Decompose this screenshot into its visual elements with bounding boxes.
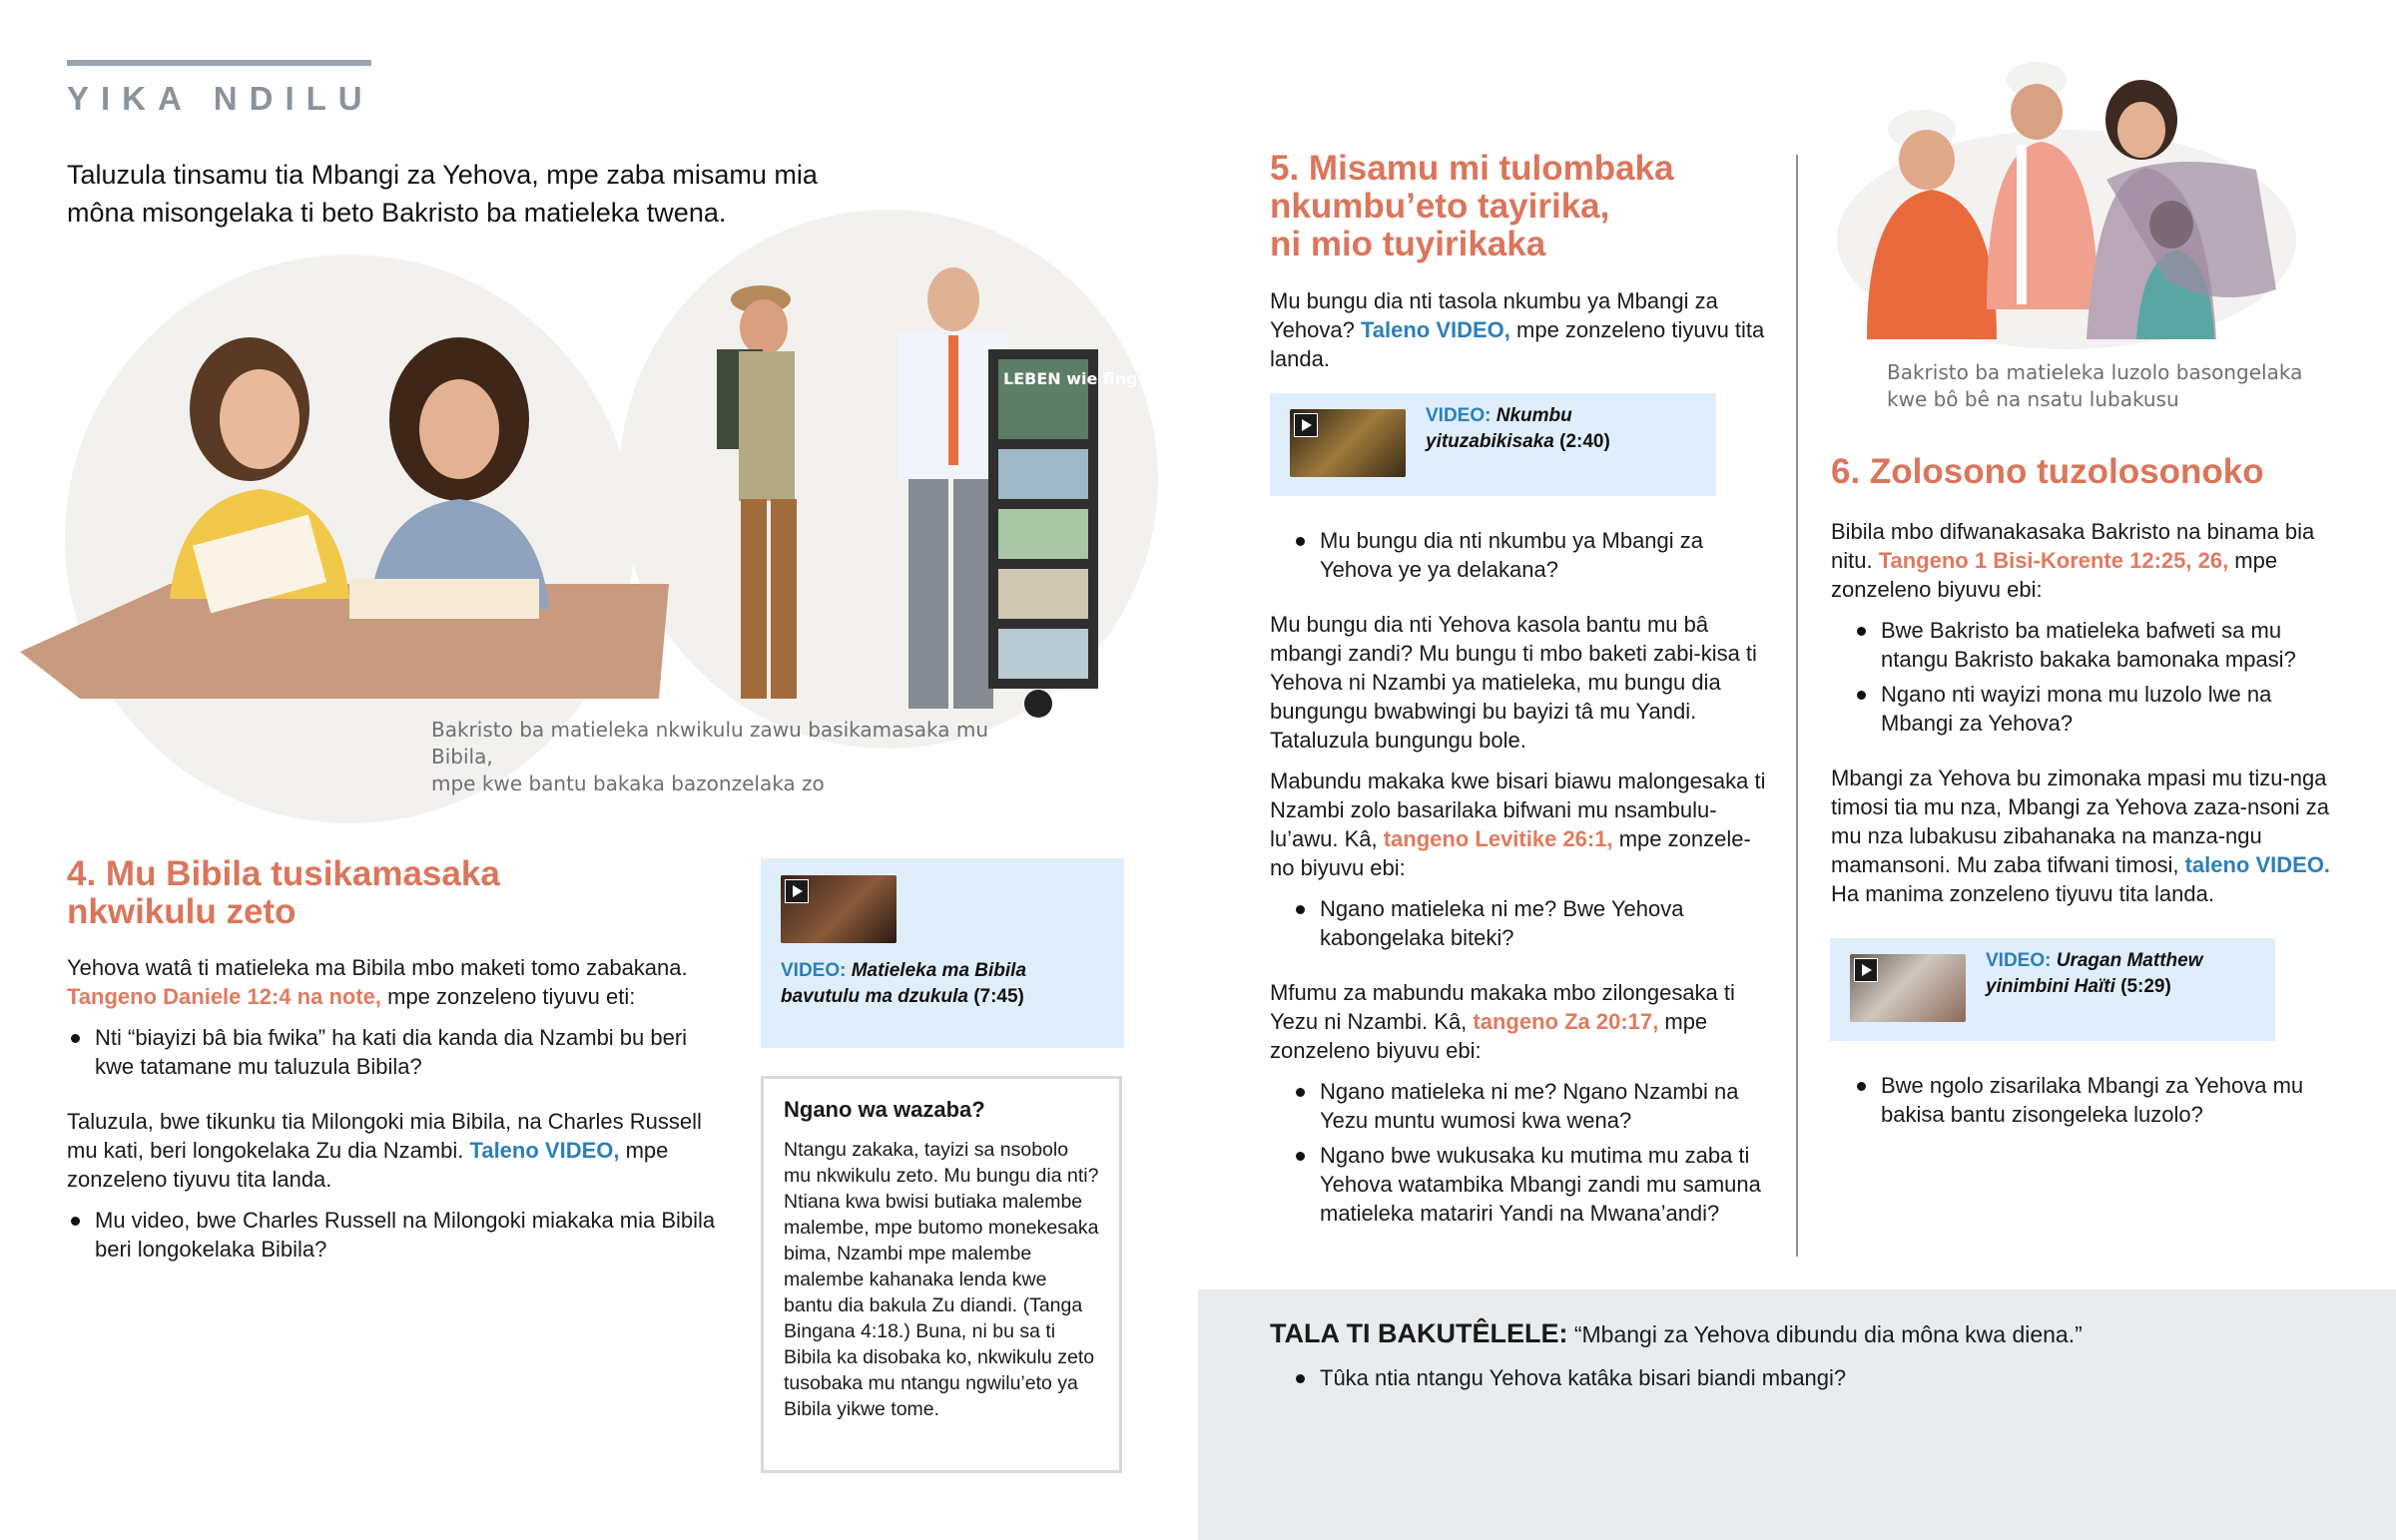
- paragraph-text: mpe zonzele-no biyuvu ebi:: [1270, 826, 1751, 880]
- heading-line: nkwikulu zeto: [67, 892, 297, 931]
- kicker-rule: [67, 60, 371, 66]
- section-kicker: YIKA NDILU: [67, 80, 374, 117]
- video-duration: (2:40): [1559, 431, 1610, 452]
- heading-line: nkumbu’eto tayirika,: [1270, 187, 1610, 226]
- video-label: VIDEO:: [781, 960, 847, 981]
- paragraph-text: Mfumu za mabundu makaka mbo zilongesaka ti Yezu ni Nzambi. Kâ,: [1270, 980, 1735, 1034]
- section-5-intro: [1270, 286, 1769, 373]
- illustration-art: [1837, 50, 2296, 349]
- paragraph-text: Taluzula, bwe tikunku tia Milongoki mia Bibila, na Charles Russell mu kati, beri longokelaka Zu dia Nzambi.: [67, 1109, 702, 1163]
- question-bullet: Bwe Bakristo ba matieleka bafweti sa mu ntangu Bakristo bakaka bamonaka mpasi?: [1853, 616, 2340, 674]
- paragraph-text: Mbangi za Yehova bu zimonaka mpasi mu tizu-nga timosi tia mu nza, Mbangi za Yehova zaza-nsoni za mu nza lubakusu zibahanaka na manza-ngu mamansoni. Mu zaba tifwani timosi,: [1831, 766, 2329, 877]
- paragraph: [1270, 978, 1769, 1065]
- question-bullet: Ngano nti wayizi mona mu luzolo lwe na Mbangi za Yehova?: [1853, 680, 2340, 738]
- question-bullet: Ngano bwe wukusaka ku mutima mu zaba ti Yehova watambika Mbangi zandi mu samuna matieleka matariri Yandi na Mwana’andi?: [1292, 1141, 1769, 1228]
- video-link[interactable]: taleno VIDEO.: [2184, 852, 2331, 877]
- section-6-final-question: [1853, 1071, 2322, 1129]
- caption-line: mpe kwe bantu bakaka bazonzelaka zo: [431, 771, 825, 795]
- play-icon[interactable]: [785, 879, 809, 903]
- video-caption: [1426, 403, 1705, 455]
- paragraph-text: mpe zonzeleno tiyuvu eti:: [381, 984, 636, 1009]
- video-label: VIDEO:: [1426, 405, 1492, 426]
- heading-line: 5. Misamu mi tulombaka: [1270, 149, 1674, 188]
- paragraph: [1270, 767, 1769, 882]
- question-bullet: Tûka ntia ntangu Yehova katâka bisari biandi mbangi?: [1292, 1363, 2318, 1392]
- column-divider: [1796, 155, 1798, 1257]
- did-you-know-box: [761, 1076, 1122, 1473]
- question-bullet: Mu video, bwe Charles Russell na Milongoki miakaka mia Bibila beri longokelaka Bibila?: [67, 1206, 726, 1264]
- scripture-link[interactable]: Tangeno 1 Bisi-Korente 12:25, 26,: [1878, 548, 2229, 573]
- video-duration: (5:29): [2120, 976, 2171, 997]
- footer-quote: “Mbangi za Yehova dibundu dia môna kwa diena.”: [1573, 1321, 2083, 1347]
- section-4-heading: [67, 855, 746, 931]
- video-thumbnail[interactable]: [781, 875, 897, 943]
- box-body: Ntangu zakaka, tayizi sa nsobolo mu nkwikulu zeto. Mu bungu dia nti? Ntiana kwa bwisi butiaka malembe malembe, mpe butomo monekesaka bima, Nzambi mpe malembe malembe kahanaka lenda kwe bantu dia bakula Zu diandi. (Tanga Bingana 4:18.) Buna, ni bu sa ti Bibila ka disobaka ko, nkwikulu zeto tusobaka mu ntangu ngwilu’eto ya Bibila yikwe tome.: [784, 1139, 1099, 1420]
- box-title: Ngano wa wazaba?: [784, 1097, 985, 1122]
- video-label: VIDEO:: [1986, 950, 2052, 971]
- play-icon[interactable]: [1854, 958, 1878, 982]
- heading-line: ni mio tuyirikaka: [1270, 225, 1546, 263]
- paragraph: [1831, 764, 2340, 908]
- relief-workers-illustration: [1837, 50, 2296, 349]
- play-icon[interactable]: [1294, 413, 1318, 437]
- video-duration: (7:45): [973, 986, 1024, 1007]
- paragraph-text: Yehova watâ ti matieleka ma Bibila mbo maketi tomo zabakana.: [67, 955, 688, 980]
- cart-sign-text: LEBEN wie fing alles an?: [1003, 369, 1223, 388]
- heading-line: 4. Mu Bibila tusikamasaka: [67, 854, 500, 893]
- paragraph-text: mpe zonzeleno tiyuvu tita landa.: [1270, 317, 1765, 371]
- section-6-body: [1831, 517, 2340, 908]
- scripture-link[interactable]: tangeno Za 20:17,: [1473, 1009, 1659, 1034]
- video-title: yinimbini Haïti: [1986, 976, 2115, 997]
- intro-paragraph: Taluzula tinsamu tia Mbangi za Yehova, mpe zaba misamu mia môna misongelaka ti beto Bakristo ba matieleka twena.: [67, 160, 818, 228]
- footer-statement: [1270, 1317, 2368, 1350]
- video-box-name[interactable]: [1270, 393, 1716, 496]
- video-title: Nkumbu: [1496, 405, 1572, 426]
- video-box-hurricane[interactable]: [1830, 938, 2275, 1041]
- paragraph-text: Bibila mbo difwanakasaka Bakristo na binama bia nitu.: [1831, 519, 2315, 573]
- paragraph: [1831, 517, 2340, 604]
- paragraph-text: Mu bungu dia nti tasola nkumbu ya Mbangi za Yehova?: [1270, 288, 1718, 342]
- footer-label: TALA TI BAKUTÊLELE:: [1270, 1318, 1568, 1348]
- question-bullet: Nti “biayizi bâ bia fwika” ha kati dia kanda dia Nzambi bu beri kwe tatamane mu taluzula Bibila?: [67, 1023, 726, 1081]
- video-thumbnail[interactable]: [1290, 409, 1406, 477]
- left-image-caption: [431, 717, 1030, 797]
- question-bullet: Ngano matieleka ni me? Bwe Yehova kabongelaka biteki?: [1292, 894, 1769, 952]
- section-6-heading: 6. Zolosono tuzolosonoko: [1831, 452, 2264, 491]
- scripture-link[interactable]: tangeno Levitike 26:1,: [1383, 826, 1613, 851]
- paragraph-text: Mabundu makaka kwe bisari biawu malongesaka ti Nzambi zolo basarilaka bifwani mu nsambulu-lu’awu. Kâ,: [1270, 769, 1766, 851]
- paragraph-text: mpe zonzeleno tiyuvu tita landa.: [67, 1138, 669, 1192]
- paragraph-text: Ha manima zonzeleno tiyuvu tita landa.: [1831, 881, 2214, 906]
- right-image-caption: [1887, 359, 2356, 413]
- paragraph: Mu bungu dia nti Yehova kasola bantu mu bâ mbangi zandi? Mu bungu ti mbo baketi zabi-kisa ti Yehova ni Nzambi ya matieleka, mu bungu dia bungungu bwabwingi bu bayizi tâ mu Yandi. Tataluzula bungungu bole.: [1270, 612, 1757, 753]
- caption-line: Bakristo ba matieleka luzolo basongelaka: [1887, 360, 2303, 384]
- video-title: Matieleka ma Bibila bavutulu ma dzukula: [781, 960, 1027, 1007]
- section-4-body: [67, 953, 726, 1264]
- video-thumbnail[interactable]: [1850, 954, 1966, 1022]
- video-box-bible-truths[interactable]: [761, 858, 1124, 1048]
- video-caption: [1986, 948, 2265, 1000]
- question-bullet: Ngano matieleka ni me? Ngano Nzambi na Yezu muntu wumosi kwa wena?: [1292, 1077, 1769, 1135]
- summary-footer: [1198, 1289, 2396, 1540]
- video-caption: [781, 958, 1110, 1010]
- section-5-body: [1270, 526, 1769, 1228]
- paragraph: [67, 953, 726, 1011]
- paragraph: [67, 1107, 726, 1194]
- caption-line: kwe bô bê na nsatu lubakusu: [1887, 387, 2179, 411]
- caption-line: Bakristo ba matieleka nkwikulu zawu basikamasaka mu Bibila,: [431, 718, 989, 769]
- paragraph-text: mpe zonzeleno biyuvu ebi:: [1270, 1009, 1708, 1063]
- video-link[interactable]: Taleno VIDEO,: [469, 1138, 620, 1163]
- section-5-heading: [1270, 150, 1769, 263]
- video-link[interactable]: Taleno VIDEO,: [1360, 317, 1510, 342]
- video-title: Uragan Matthew: [2056, 950, 2203, 971]
- question-bullet: Bwe ngolo zisarilaka Mbangi za Yehova mu bakisa bantu zisongeleka luzolo?: [1853, 1071, 2322, 1129]
- question-bullet: Mu bungu dia nti nkumbu ya Mbangi za Yehova ye ya delakana?: [1292, 526, 1769, 584]
- video-title: yituzabikisaka: [1426, 431, 1554, 452]
- scripture-link[interactable]: Tangeno Daniele 12:4 na note,: [67, 984, 381, 1009]
- paragraph-text: mpe zonzeleno biyuvu ebi:: [1831, 548, 2278, 602]
